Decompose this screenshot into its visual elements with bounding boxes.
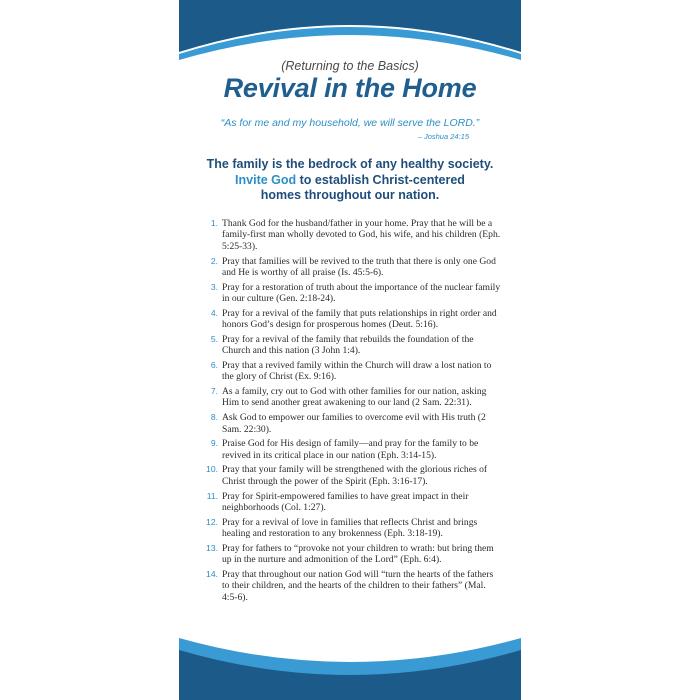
tagline-line-3: homes throughout our nation. <box>260 188 440 202</box>
prayer-number: 12. <box>206 516 218 527</box>
prayer-number: 5. <box>210 333 218 344</box>
prayer-text: Pray for a restoration of truth about the importance of the nuclear family in our culture (Gen. 2:18-24). <box>222 281 501 305</box>
tagline-line-1: The family is the bedrock of any healthy society. <box>206 157 494 171</box>
prayer-text: Praise God for His design of family—and pray for the family to be revived in its critical place in our nation (Eph. 3:14-15). <box>222 438 479 461</box>
prayer-text: Pray for a revival of the family that rebuilds the foundation of the Church and this nation (3 John 1:4). <box>222 333 474 357</box>
prayer-item <box>201 282 501 305</box>
prayer-item <box>201 308 501 331</box>
prayer-number: 14. <box>206 568 218 579</box>
prayer-card <box>179 0 521 700</box>
prayer-text: Ask God to empower our families to overcome evil with His truth (2 Sam. 22:30). <box>222 412 486 435</box>
tagline <box>179 157 521 204</box>
prayer-item <box>201 334 501 357</box>
prayer-item <box>201 491 501 514</box>
prayer-item <box>201 256 501 279</box>
prayer-text: Thank God for the husband/father in your home. Pray that he will be a family-first man wholly devoted to God, his wife, and his children (Eph. 5:25-33). <box>222 218 501 252</box>
prayer-number: 6. <box>210 359 218 370</box>
prayer-number: 13. <box>206 542 218 553</box>
prayer-text: Pray for a revival of the family that puts relationships in right order and honors God’s design for prosperous homes (Deut. 5:16). <box>222 307 497 331</box>
prayer-item <box>201 360 501 383</box>
scripture-quote: “As for me and my household, we will serve the LORD.” <box>220 117 480 129</box>
prayer-number: 8. <box>210 412 218 423</box>
prayer-item <box>201 386 501 409</box>
prayer-item <box>201 438 501 461</box>
prayer-text: Pray for fathers to “provoke not your children to wrath: but bring them up in the nurture and admonition of the Lord” (Eph. 6:4). <box>222 542 494 566</box>
prayer-text: Pray that a revived family within the Church will draw a lost nation to the glory of Christ (Ex. 9:16). <box>222 359 492 383</box>
prayer-number: 11. <box>206 490 218 501</box>
prayer-text: Pray that throughout our nation God will “turn the hearts of the fathers to their children, and the hearts of the children to their fathers” (Mal. 4:5-6). <box>222 568 494 603</box>
prayer-text: As a family, cry out to God with other families for our nation, asking Him to send another great awakening to our land (2 Sam. 22:31). <box>222 386 487 409</box>
prayer-number: 9. <box>210 438 218 449</box>
tagline-line-2-rest: to establish Christ-centered <box>296 172 465 187</box>
tagline-line-2 <box>179 173 521 189</box>
prayer-text: Pray that your family will be strengthened with the glorious riches of Christ through the power of the Spirit (Eph. 3:16-17). <box>222 464 488 487</box>
page-title: Revival in the Home <box>223 73 477 103</box>
prayer-item <box>201 412 501 435</box>
prayer-item <box>201 569 501 603</box>
prayer-item <box>201 218 501 252</box>
prayer-list <box>201 218 501 606</box>
prayer-text: Pray that families will be revived to the truth that there is only one God and He is worthy of all praise (Is. 45:5-6). <box>222 255 496 278</box>
prayer-item <box>201 543 501 566</box>
prayer-number: 3. <box>210 281 218 292</box>
prayer-number: 10. <box>206 464 218 475</box>
prayer-text: Pray for a revival of love in families that reflects Christ and brings healing and restoration to any brokenness (Eph. 3:18-19). <box>222 516 478 540</box>
prayer-text: Pray for Spirit-empowered families to have great impact in their neighborhoods (Col. 1:27). <box>222 490 469 513</box>
subtitle: (Returning to the Basics) <box>281 59 419 73</box>
prayer-item <box>201 517 501 540</box>
prayer-number: 1. <box>210 218 218 228</box>
scripture-reference: – Joshua 24:15 <box>417 132 469 141</box>
prayer-item <box>201 464 501 487</box>
prayer-number: 7. <box>210 386 218 397</box>
prayer-number: 2. <box>210 255 218 266</box>
prayer-number: 4. <box>210 307 218 318</box>
tagline-accent: Invite God <box>235 172 297 187</box>
